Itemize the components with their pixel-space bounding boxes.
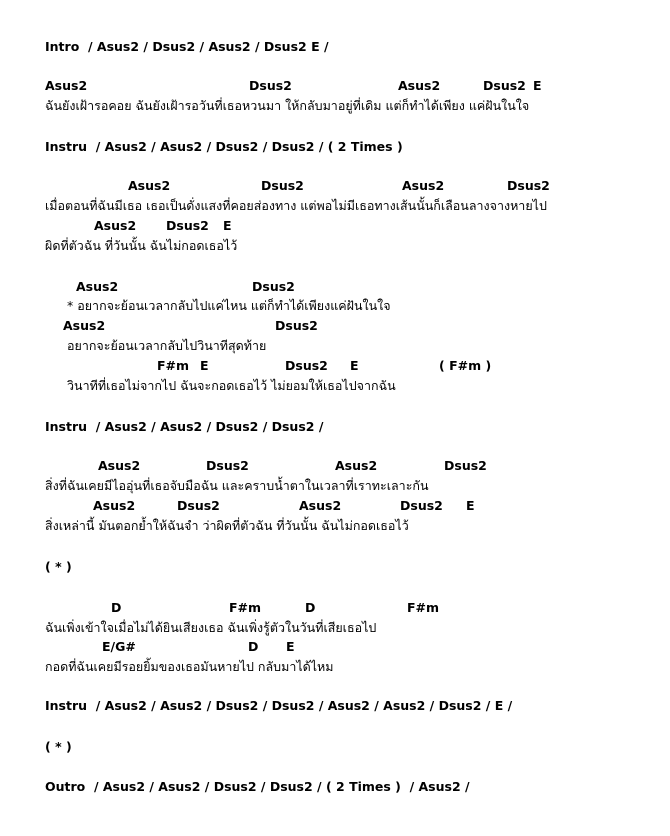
- instru-line-1: Instru / Asus2 / Asus2 / Dsus2 / Dsus2 / ( 2 Times ): [45, 139, 403, 154]
- chord-label: Dsus2: [275, 318, 318, 333]
- verse1-chord-line: [0, 76, 670, 96]
- chord-label: Dsus2: [261, 178, 304, 193]
- chord-label: D: [248, 639, 259, 654]
- chord-label: Asus2: [93, 498, 136, 513]
- chord-label: E: [223, 218, 232, 233]
- chord-label: F#m: [407, 600, 440, 615]
- chord-label: Asus2: [76, 279, 119, 294]
- chorus-lyric-line-2: [0, 336, 670, 356]
- chord-label: E/G#: [102, 639, 136, 654]
- chord-label: E: [350, 358, 359, 373]
- verse3-lyric-line-1: [0, 476, 670, 496]
- chord-label: Dsus2: [285, 358, 328, 373]
- verse2-chord-line-1: [0, 176, 670, 196]
- lyric-text: วินาทีที่เธอไม่จากไป ฉันจะกอดเธอไว้ ไม่ยอมให้เธอไปจากฉัน: [67, 378, 396, 393]
- chorus-reference-2: ( * ): [45, 739, 72, 754]
- instru-line-2: Instru / Asus2 / Asus2 / Dsus2 / Dsus2 /: [45, 419, 324, 434]
- chorus-chord-line-1: [0, 277, 670, 297]
- chord-label: Asus2: [98, 458, 141, 473]
- chord-label: Asus2: [335, 458, 378, 473]
- chord-label: Dsus2: [166, 218, 209, 233]
- bridge-chord-line-1: [0, 598, 670, 618]
- verse2-lyric-line-1: [0, 196, 670, 216]
- chord-label: Dsus2: [400, 498, 443, 513]
- chord-label: E: [466, 498, 475, 513]
- chord-label: Asus2: [94, 218, 137, 233]
- chord-label: Dsus2: [177, 498, 220, 513]
- bridge-chord-line-2: [0, 637, 670, 657]
- chord-label: F#m: [229, 600, 262, 615]
- chord-label: Asus2: [63, 318, 106, 333]
- verse2-lyric-line-2: [0, 236, 670, 256]
- lyric-text: อยากจะย้อนเวลากลับไปวินาทีสุดท้าย: [67, 338, 267, 353]
- outro-line: Outro / Asus2 / Asus2 / Dsus2 / Dsus2 / ( 2 Times ) / Asus2 /: [45, 779, 470, 794]
- chord-label: D: [111, 600, 122, 615]
- chord-label: E: [533, 78, 542, 93]
- lyric-text: ฉันเพิ่งเข้าใจเมื่อไม่ได้ยินเสียงเธอ ฉันเพิ่งรู้ตัวในวันที่เสียเธอไป: [45, 620, 377, 635]
- verse1-lyric-line: [0, 96, 670, 116]
- lyric-text: สิ่งที่ฉันเคยมีไออุ่นที่เธอจับมือฉัน และคราบน้ำตาในเวลาที่เราทะเลาะกัน: [45, 478, 429, 493]
- verse3-lyric-line-2: [0, 516, 670, 536]
- instru-line-3: Instru / Asus2 / Asus2 / Dsus2 / Dsus2 / Asus2 / Asus2 / Dsus2 / E /: [45, 698, 513, 713]
- chord-label: F#m: [157, 358, 190, 373]
- chord-label: E: [286, 639, 295, 654]
- chord-label: Dsus2: [249, 78, 292, 93]
- chorus-chord-line-3: [0, 356, 670, 376]
- chord-label: ( F#m ): [439, 358, 492, 373]
- lyric-text: ผิดที่ตัวฉัน ที่วันนั้น ฉันไม่กอดเธอไว้: [45, 238, 238, 253]
- lyric-text: สิ่งเหล่านี้ มันตอกย้ำให้ฉันจำ ว่าผิดที่ตัวฉัน ที่วันนั้น ฉันไม่กอดเธอไว้: [45, 518, 409, 533]
- chord-label: D: [305, 600, 316, 615]
- chord-label: Asus2: [45, 78, 88, 93]
- bridge-lyric-line-1: [0, 618, 670, 638]
- chord-label: E: [200, 358, 209, 373]
- intro-line: Intro / Asus2 / Dsus2 / Asus2 / Dsus2 E /: [45, 39, 329, 54]
- chord-label: Asus2: [128, 178, 171, 193]
- chord-label: Asus2: [398, 78, 441, 93]
- lyric-text: ฉันยังเฝ้ารอคอย ฉันยังเฝ้ารอวันที่เธอหวนมา ให้กลับมาอยู่ที่เดิม แต่ก็ทำได้เพียง แค่ฝันในใจ: [45, 98, 530, 113]
- chorus-reference-1: ( * ): [45, 559, 72, 574]
- verse2-chord-line-2: [0, 216, 670, 236]
- verse3-chord-line-2: [0, 496, 670, 516]
- bridge-lyric-line-2: [0, 657, 670, 677]
- chord-label: Asus2: [299, 498, 342, 513]
- chord-label: Asus2: [402, 178, 445, 193]
- chord-label: Dsus2: [206, 458, 249, 473]
- chord-label: Dsus2: [483, 78, 526, 93]
- lyric-text: กอดที่ฉันเคยมีรอยยิ้มของเธอมันหายไป กลับมาได้ไหม: [45, 659, 334, 674]
- lyric-text: * อยากจะย้อนเวลากลับไปแค่ไหน แต่ก็ทำได้เพียงแค่ฝันในใจ: [67, 298, 391, 313]
- verse3-chord-line-1: [0, 456, 670, 476]
- chorus-lyric-line-3: [0, 376, 670, 396]
- chorus-chord-line-2: [0, 316, 670, 336]
- lyric-text: เมื่อตอนที่ฉันมีเธอ เธอเป็นดั่งแสงที่คอยส่องทาง แต่พอไม่มีเธอทางเส้นนั้นก็เลือนลางจางหายไป: [45, 198, 547, 213]
- chord-label: Dsus2: [444, 458, 487, 473]
- chord-label: Dsus2: [252, 279, 295, 294]
- chord-label: Dsus2: [507, 178, 550, 193]
- chorus-lyric-line-1: [0, 296, 670, 316]
